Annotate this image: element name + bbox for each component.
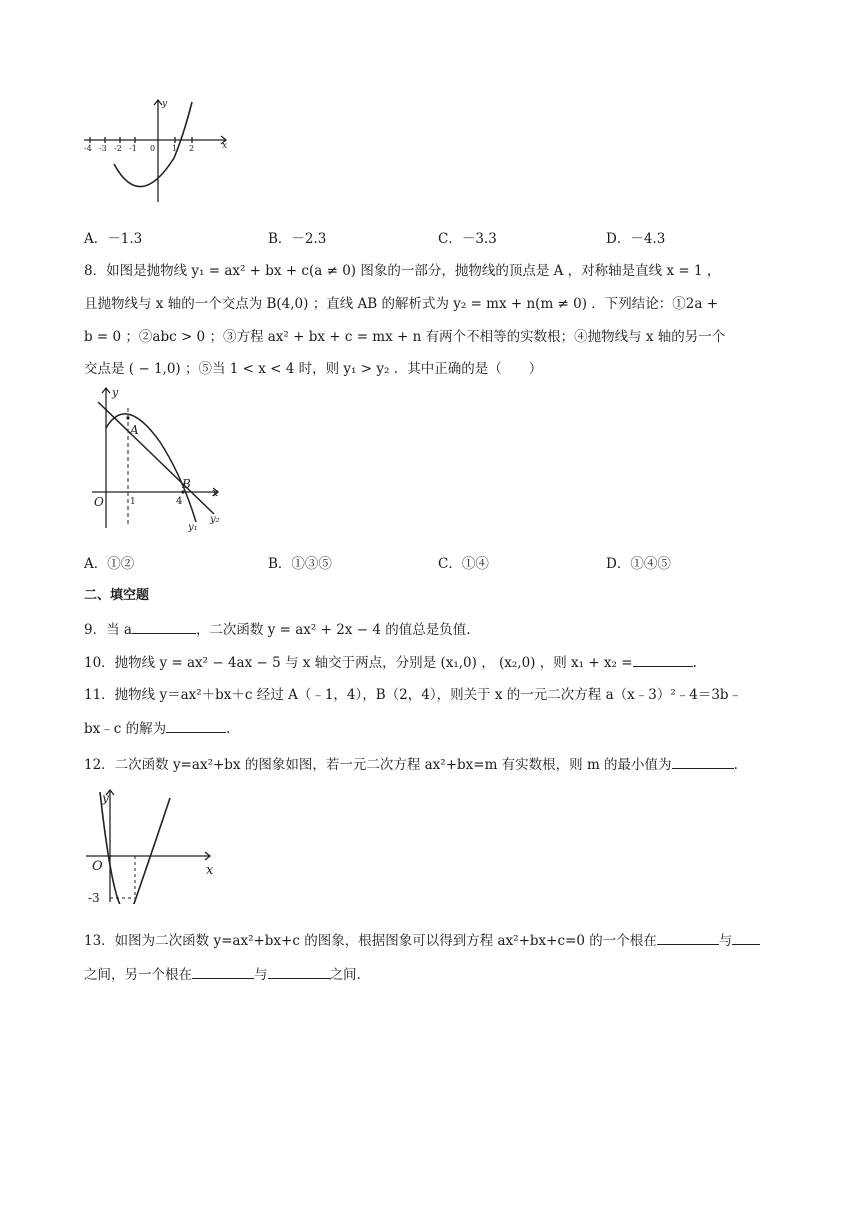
q8-line-3: b = 0 ；②abc > 0 ；③方程 ax² + bx + c = mx + n 有两个不相等的实数根；④抛物线与 x 轴的另一个	[84, 329, 726, 345]
q13-line-1	[84, 930, 760, 951]
q11-answer-blank[interactable]	[166, 718, 226, 733]
q7-y-label: y	[162, 99, 168, 109]
q8-option-d: D．①④⑤	[606, 556, 671, 572]
q8-line-4: 交点是 ( − 1,0) ；⑤当 1 < x < 4 时，则 y₁ > y₂ ．其中正确的是（ ）	[84, 361, 543, 377]
q7-x-label: x	[222, 141, 228, 151]
q7-tick-neg3: -3	[99, 144, 107, 153]
q11-line-1: 11．抛物线 y＝ax²＋bx＋c 经过 A（﹣1，4），B（2，4），则关于 x 的一元二次方程 a（x﹣3）²﹣4＝3b﹣	[84, 687, 743, 703]
q9	[84, 619, 471, 640]
q8-curve-y2-label: y₂	[210, 514, 220, 525]
q12-x-label: x	[206, 863, 214, 878]
q13-blank-1[interactable]	[657, 930, 719, 945]
q13-blank-2[interactable]	[732, 930, 760, 945]
q13-line-2	[84, 964, 361, 985]
q8-option-b: B．①③⑤	[268, 556, 332, 572]
q12-answer-blank[interactable]	[672, 754, 734, 769]
q13-line1-text: 13．如图为二次函数 y=ax²+bx+c 的图象，根据图象可以得到方程 ax²+bx+c=0 的一个根在	[84, 933, 657, 949]
q10-suffix: .	[692, 655, 697, 671]
q10-prefix: 10．抛物线 y = ax² − 4ax − 5 与 x 轴交于两点，分别是 (x₁,0) ， (x₂,0) ，则 x₁ + x₂ =	[84, 655, 633, 671]
q7-graph	[80, 94, 240, 204]
q13-line2-text-c: 之间.	[329, 967, 361, 983]
q8-graph	[84, 382, 234, 532]
q12	[84, 754, 738, 775]
q7-tick-1: 1	[172, 144, 178, 153]
q9-answer-blank[interactable]	[132, 619, 196, 634]
q13-blank-3[interactable]	[192, 964, 254, 979]
q7-option-b: B．－2.3	[268, 231, 327, 247]
q12-y-label: y	[102, 791, 109, 805]
q9-suffix: ，二次函数 y = ax² + 2x − 4 的值总是负值.	[195, 622, 471, 638]
q13-blank-4[interactable]	[268, 964, 330, 979]
q11-line2-prefix: bx﹣c 的解为	[84, 721, 167, 737]
q13-line1-and: 与	[718, 933, 733, 949]
q7-tick-neg4: -4	[84, 144, 92, 153]
q8-tick-1: 1	[130, 497, 136, 507]
q11-line2-suffix: .	[226, 721, 231, 737]
q12-text: 12．二次函数 y=ax²+bx 的图象如图，若一元二次方程 ax²+bx=m 有实数根，则 m 的最小值为	[84, 757, 672, 773]
q8-tick-4: 4	[176, 496, 183, 507]
q7-option-a: A．－1.3	[84, 231, 143, 247]
q13-line2-text-b: 与	[254, 967, 268, 983]
q8-option-a: A．①②	[84, 556, 135, 572]
q9-prefix: 9．当 a	[84, 622, 132, 638]
q8-origin-label: O	[94, 495, 104, 509]
q7-tick-2: 2	[189, 144, 195, 153]
q11-line-2	[84, 718, 230, 739]
q7-option-d: D．－4.3	[606, 231, 666, 247]
q8-y-label: y	[112, 386, 119, 399]
q8-curve-y1-label: y₁	[188, 522, 198, 532]
q12-suffix: .	[733, 757, 738, 773]
q8-line-y2	[98, 402, 214, 514]
q12-origin-label: O	[92, 859, 103, 874]
q7-tick-neg1: -1	[129, 144, 137, 153]
q8-point-b: B	[182, 477, 191, 491]
q8-option-c: C．①④	[438, 556, 489, 572]
section-fill-in-title: 二、填空题	[84, 588, 150, 603]
q13-line2-text-a: 之间，另一个根在	[84, 967, 192, 983]
q10-answer-blank[interactable]	[633, 652, 693, 667]
q12-min-label: -3	[88, 891, 100, 904]
q8-x-label: x	[212, 486, 219, 499]
q7-option-c: C．－3.3	[438, 231, 497, 247]
q7-tick-0: 0	[150, 144, 156, 153]
q8-line-1: 8．如图是抛物线 y₁ = ax² + bx + c(a ≠ 0) 图象的一部分，抛物线的顶点是 A ，对称轴是直线 x = 1 ，	[84, 263, 721, 279]
q7-tick-neg2: -2	[114, 144, 122, 153]
q12-graph	[82, 786, 222, 904]
q8-point-a: A	[130, 423, 139, 437]
q10	[84, 652, 697, 673]
q8-parabola-y1	[106, 414, 196, 522]
q8-line-2: 且抛物线与 x 轴的一个交点为 B(4,0) ；直线 AB 的解析式为 y₂ = mx + n(m ≠ 0) ．下列结论：①2a +	[84, 296, 719, 312]
